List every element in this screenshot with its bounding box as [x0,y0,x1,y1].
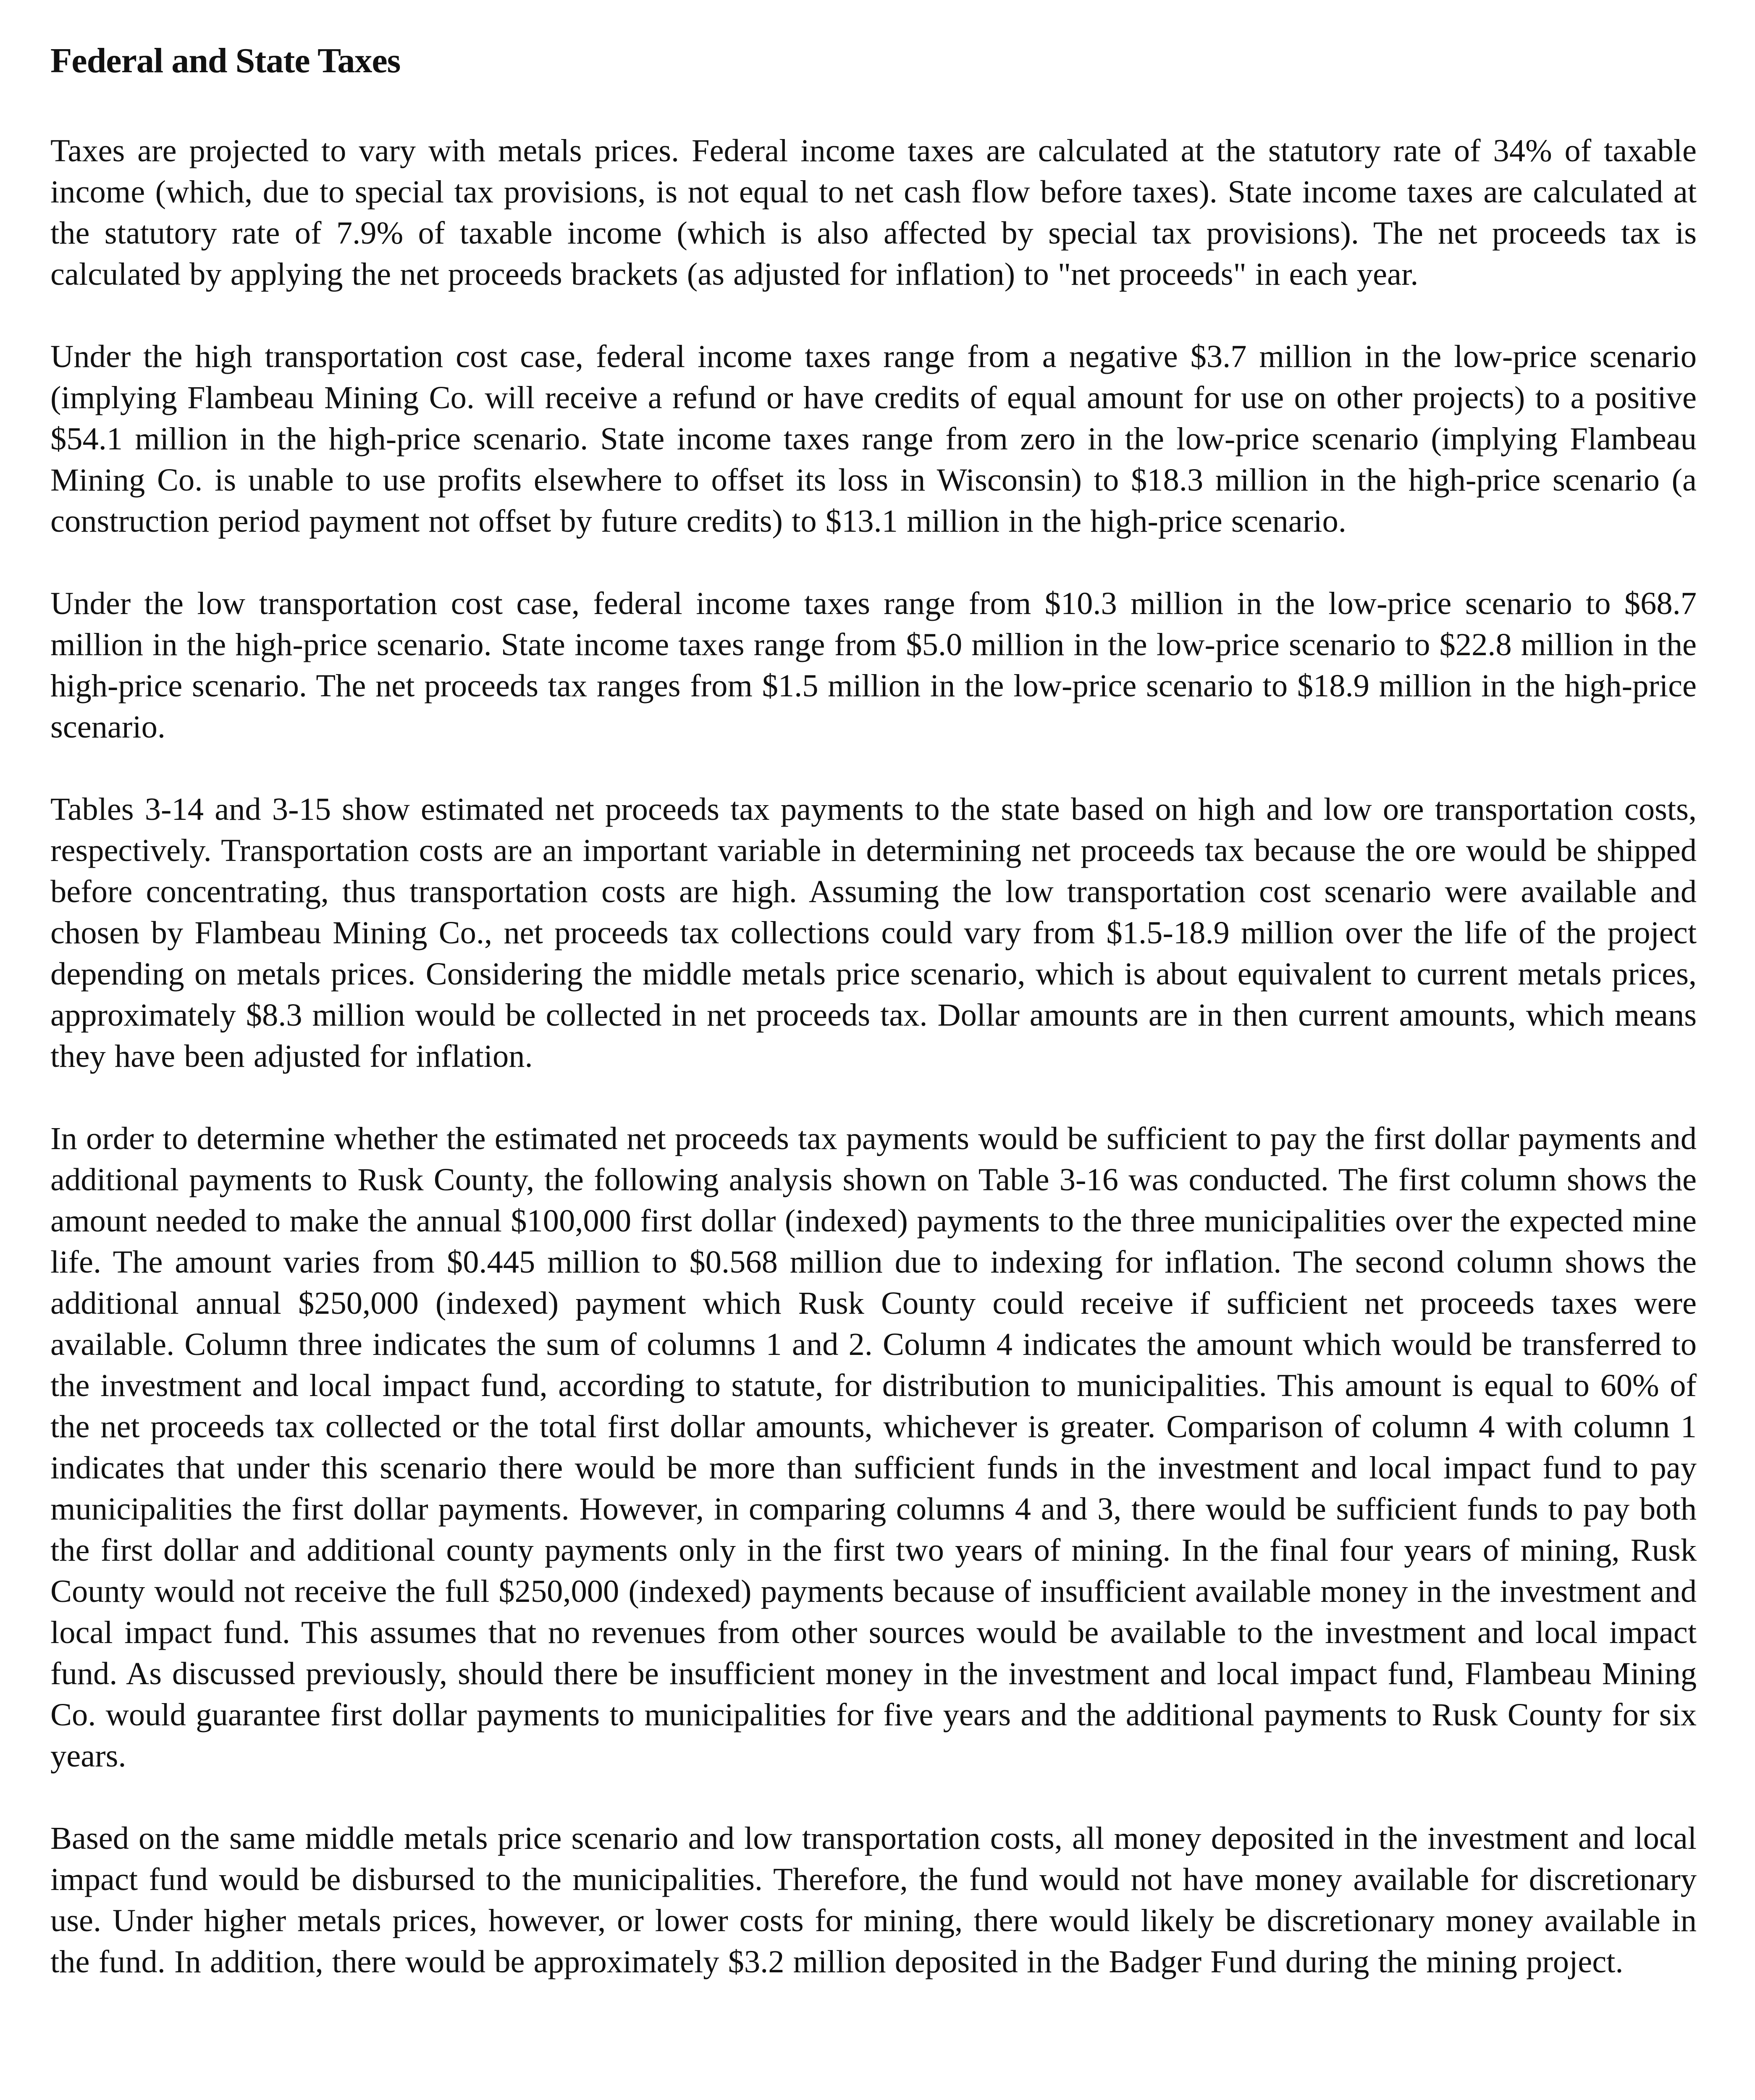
paragraph-net-proceeds-tables: Tables 3-14 and 3-15 show estimated net proceeds tax payments to the state based on high and low ore transportation costs, respectively. Transportation costs are an important variable in determining net proceeds tax because the ore would be shipped before concentrating, thus transportation costs are high. Assuming the low transportation cost scenario were available and chosen by Flambeau Mining Co., net proceeds tax collections could vary from $1.5-18.9 million over the life of the project depending on metals prices. Considering the middle metals price scenario, which is about equivalent to current metals prices, approximately $8.3 million would be collected in net proceeds tax. Dollar amounts are in then current amounts, which means they have been adjusted for inflation. [50,791,1697,1074]
paragraph-taxes-projection: Taxes are projected to vary with metals prices. Federal income taxes are calculated at the statutory rate of 34% of taxable income (which, due to special tax provisions, is not equal to net cash flow before taxes). State income taxes are calculated at the statutory rate of 7.9% of taxable income (which is also affected by special tax provisions). The net proceeds tax is calculated by applying the net proceeds brackets (as adjusted for inflation) to "net proceeds" in each year. [50,133,1697,292]
paragraph-low-transportation-cost: Under the low transportation cost case, federal income taxes range from $10.3 million in the low-price scenario to $68.7 million in the high-price scenario. State income taxes range from $5.0 million in the low-price scenario to $22.8 million in the high-price scenario. The net proceeds tax ranges from $1.5 million in the low-price scenario to $18.9 million in the high-price scenario. [50,585,1697,745]
paragraph-first-dollar-analysis: In order to determine whether the estimated net proceeds tax payments would be sufficient to pay the first dollar payments and additional payments to Rusk County, the following analysis shown on Table 3-16 was conducted. The first column shows the amount needed to make the annual $100,000 first dollar (indexed) payments to the three municipalities over the expected mine life. The amount varies from $0.445 million to $0.568 million due to indexing for inflation. The second column shows the additional annual $250,000 (indexed) payment which Rusk County could receive if sufficient net proceeds taxes were available. Column three indicates the sum of columns 1 and 2. Column 4 indicates the amount which would be transferred to the investment and local impact fund, according to statute, for distribution to municipalities. This amount is equal to 60% of the net proceeds tax collected or the total first dollar amounts, whichever is greater. Comparison of column 4 with column 1 indicates that under this scenario there would be more than sufficient funds in the investment and local impact fund to pay municipalities the first dollar payments. However, in comparing columns 4 and 3, there would be sufficient funds to pay both the first dollar and additional county payments only in the first two years of mining. In the final four years of mining, Rusk County would not receive the full $250,000 (indexed) payments because of insufficient available money in the investment and local impact fund. This assumes that no revenues from other sources would be available to the investment and local impact fund. As discussed previously, should there be insufficient money in the investment and local impact fund, Flambeau Mining Co. would guarantee first dollar payments to municipalities for five years and the additional payments to Rusk County for six years. [50,1121,1697,1774]
section-heading: Federal and State Taxes [50,41,401,80]
body-text [50,130,1697,2024]
paragraph-discretionary-funds: Based on the same middle metals price scenario and low transportation costs, all money deposited in the investment and local impact fund would be disbursed to the municipalities. Therefore, the fund would not have money available for discretionary use. Under higher metals prices, however, or lower costs for mining, there would likely be discretionary money available in the fund. In addition, there would be approximately $3.2 million deposited in the Badger Fund during the mining project. [50,1820,1697,1979]
paragraph-high-transportation-cost: Under the high transportation cost case, federal income taxes range from a negative $3.7 million in the low-price scenario (implying Flambeau Mining Co. will receive a refund or have credits of equal amount for use on other projects) to a positive $54.1 million in the high-price scenario. State income taxes range from zero in the low-price scenario (implying Flambeau Mining Co. is unable to use profits elsewhere to offset its loss in Wisconsin) to $18.3 million in the high-price scenario (a construction period payment not offset by future credits) to $13.1 million in the high-price scenario. [50,339,1697,539]
